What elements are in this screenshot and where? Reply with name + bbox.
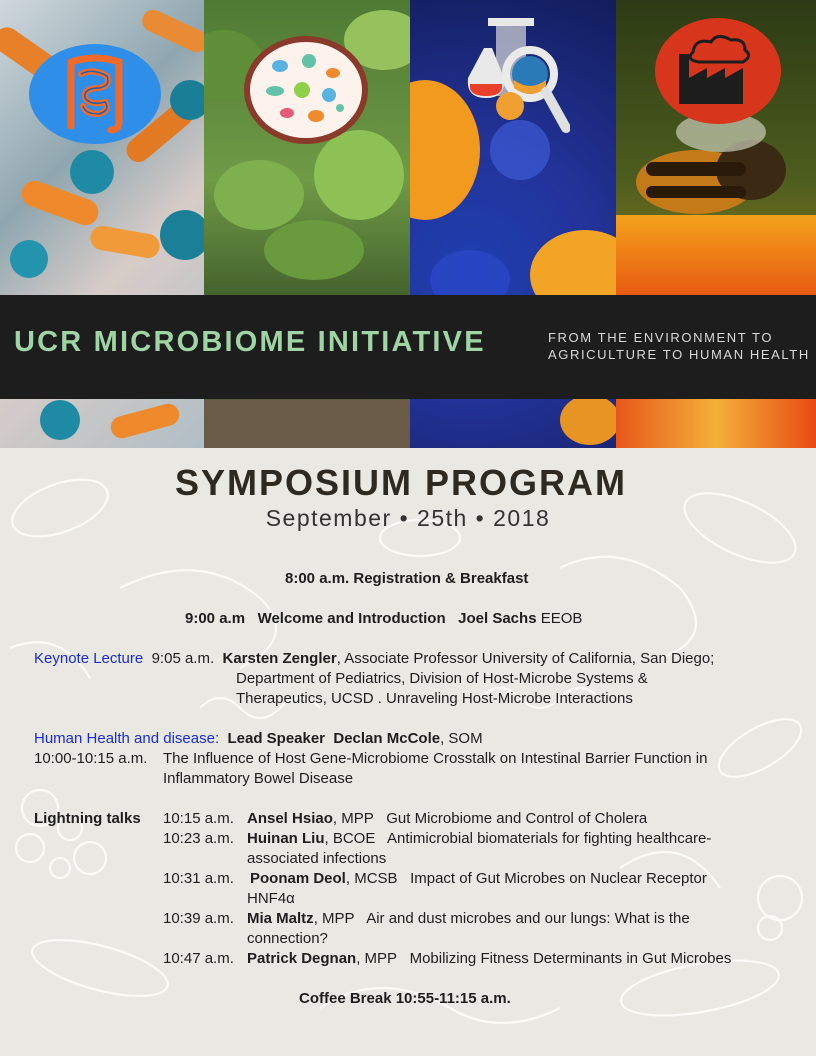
lightning-talk-time: 10:23 a.m. <box>163 830 234 847</box>
welcome-line: 9:00 a.m Welcome and Introduction Joel Sachs EEOB <box>185 610 583 627</box>
lightning-talk-cont: HNF4α <box>247 890 295 907</box>
human-health-talk: The Influence of Host Gene-Microbiome Crosstalk on Intestinal Barrier Function in <box>163 750 708 767</box>
lightning-talk: Poonam Deol, MCSB Impact of Gut Microbes on Nuclear Receptor <box>250 870 707 887</box>
laboratory-icon <box>458 18 570 149</box>
lightning-talk-time: 10:31 a.m. <box>163 870 234 887</box>
keynote-label: Keynote Lecture <box>34 650 144 667</box>
lightning-talk: Huinan Liu, BCOE Antimicrobial biomaterials for fighting healthcare- <box>247 830 712 847</box>
lightning-talk-time: 10:39 a.m. <box>163 910 234 927</box>
human-health-time: 10:00-10:15 a.m. <box>34 750 148 767</box>
registration-line: 8:00 a.m. Registration & Breakfast <box>285 570 529 587</box>
initiative-subtitle: FROM THE ENVIRONMENT TO AGRICULTURE TO HUMAN HEALTH <box>548 330 810 362</box>
lightning-talk-cont: associated infections <box>247 850 387 867</box>
lightning-talk: Patrick Degnan, MPP Mobilizing Fitness Determinants in Gut Microbes <box>247 950 732 967</box>
program-title: SYMPOSIUM PROGRAM <box>174 462 628 503</box>
lightning-talk-time: 10:47 a.m. <box>163 950 234 967</box>
keynote-affiliation: Department of Pediatrics, Division of Host-Microbe Systems & <box>236 670 648 687</box>
lightning-label: Lightning talks <box>34 810 141 827</box>
keynote-title: Therapeutics, UCSD . Unraveling Host-Microbe Interactions <box>236 690 633 707</box>
coffee-break-line: Coffee Break 10:55-11:15 a.m. <box>299 990 511 1007</box>
intestine-icon <box>29 44 161 144</box>
lightning-talk: Ansel Hsiao, MPP Gut Microbiome and Control of Cholera <box>247 810 648 827</box>
lightning-talk: Mia Maltz, MPP Air and dust microbes and our lungs: What is the <box>247 910 690 927</box>
lightning-talk-cont: connection? <box>247 930 328 947</box>
lightning-talk-time: 10:15 a.m. <box>163 810 234 827</box>
microbe-petri-icon <box>244 36 368 144</box>
initiative-title: UCR MICROBIOME INITIATIVE <box>14 326 486 358</box>
program-date: September • 25th • 2018 <box>265 505 551 531</box>
factory-icon <box>655 18 781 124</box>
human-health-talk-cont: Inflammatory Bowel Disease <box>163 770 354 787</box>
human-health-line: Human Health and disease: Lead Speaker Declan McCole, SOM <box>34 730 483 747</box>
human-health-label: Human Health and disease: <box>34 730 220 747</box>
keynote-line: Keynote Lecture 9:05 a.m. Karsten Zengler, Associate Professor University of California, San Diego; <box>34 650 715 667</box>
